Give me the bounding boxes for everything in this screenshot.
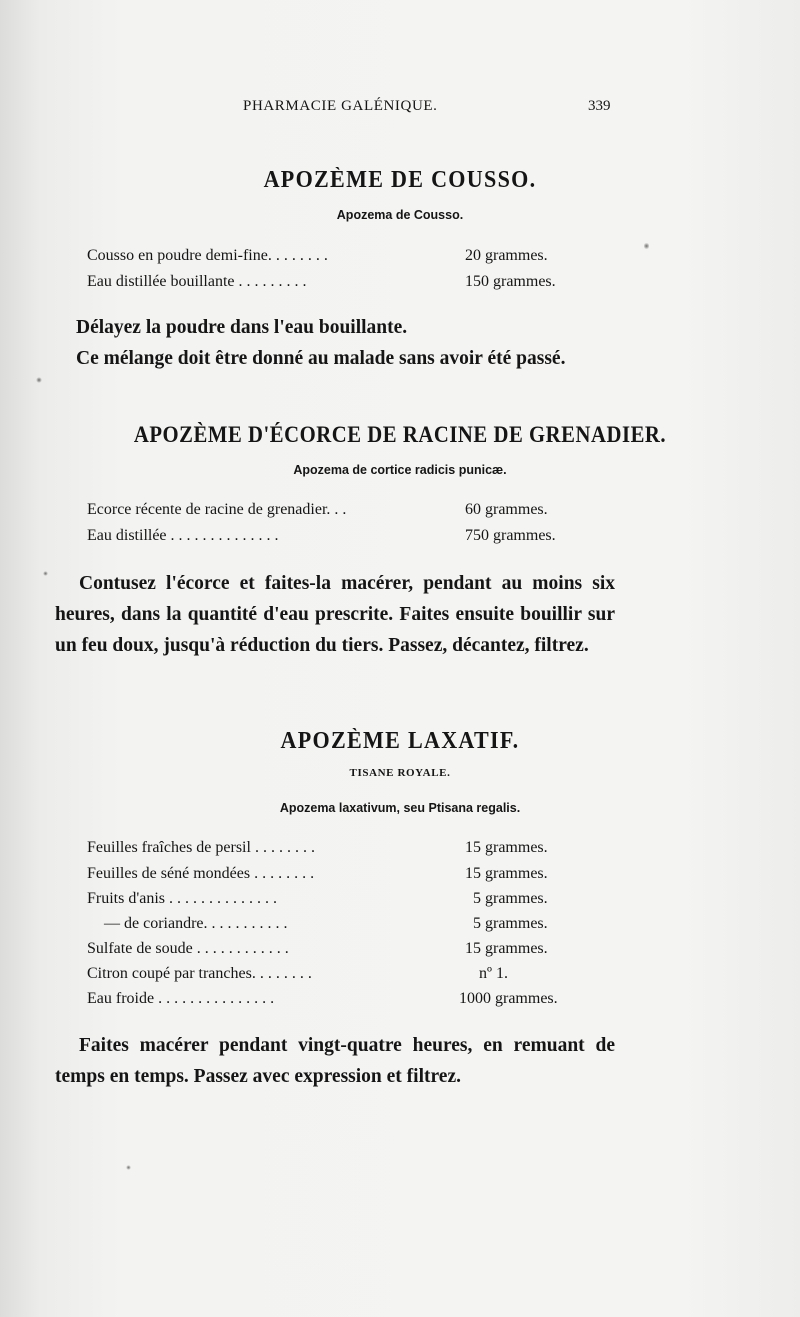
paragraph-text: Faites macérer pendant vingt-quatre heures, en remuant de temps en temps. Passez avec expression et filtrez.	[55, 1035, 615, 1087]
ingredient-qty: 20 grammes.	[465, 247, 548, 264]
section-latin-laxatif: Apozema laxativum, seu Ptisana regalis.	[279, 801, 521, 815]
section-latin-grenadier: Apozema de cortice radicis punicæ.	[293, 463, 507, 477]
page-number: 339	[588, 98, 611, 114]
ingredient-name: Fruits d'anis . . . . . . . . . . . . . .	[87, 890, 277, 907]
print-speck	[43, 571, 48, 576]
section-latin-cousso: Apozema de Cousso.	[336, 208, 464, 222]
print-speck	[126, 1165, 131, 1170]
ingredient-name: Eau distillée . . . . . . . . . . . . . .	[87, 527, 279, 544]
ingredient-name: Eau distillée bouillante . . . . . . . . .	[87, 273, 307, 290]
section-title-cousso: APOZÈME DE COUSSO.	[263, 167, 537, 193]
ingredient-name: Cousso en poudre demi-fine. . . . . . . .	[87, 247, 328, 264]
ingredient-row	[87, 964, 587, 984]
ingredient-row	[87, 864, 587, 884]
section-subtitle-tisane: TISANE ROYALE.	[349, 767, 451, 779]
ingredient-name: Feuilles fraîches de persil . . . . . . . .	[87, 839, 315, 856]
instruction-paragraph	[55, 1030, 615, 1092]
ingredient-qty: 5 grammes.	[473, 890, 548, 907]
ingredient-qty: nº 1.	[479, 965, 508, 982]
instruction-paragraph: Ce mélange doit être donné au malade sans avoir été passé.	[76, 348, 566, 369]
running-title: PHARMACIE GALÉNIQUE.	[243, 98, 438, 114]
print-speck	[644, 242, 649, 250]
ingredient-row	[87, 246, 587, 266]
ingredient-row	[87, 500, 587, 520]
ingredient-qty: 15 grammes.	[465, 865, 548, 882]
section-title-grenadier: APOZÈME D'ÉCORCE DE RACINE DE GRENADIER.	[133, 422, 667, 447]
ingredient-name: Citron coupé par tranches. . . . . . . .	[87, 965, 312, 982]
ingredient-qty: 15 grammes.	[465, 940, 548, 957]
ingredient-name: Sulfate de soude . . . . . . . . . . . .	[87, 940, 289, 957]
ingredient-qty: 750 grammes.	[465, 527, 556, 544]
instruction-paragraph: Délayez la poudre dans l'eau bouillante.	[76, 317, 408, 338]
paragraph-text: Contusez l'écorce et faites-la macérer, pendant au moins six heures, dans la quantité d'eau prescrite. Faites ensuite bouillir sur un feu doux, jusqu'à réduction du tiers. Passez, décantez, filtrez.	[55, 573, 615, 656]
ingredient-name: Eau froide . . . . . . . . . . . . . . .	[87, 990, 275, 1007]
ingredient-row	[87, 939, 587, 959]
ingredient-name: — de coriandre. . . . . . . . . . .	[104, 915, 288, 932]
section-title-laxatif: APOZÈME LAXATIF.	[280, 728, 520, 754]
ingredient-row	[87, 526, 587, 546]
ingredient-qty: 15 grammes.	[465, 839, 548, 856]
instruction-paragraph	[55, 568, 615, 661]
ingredient-row	[87, 889, 587, 909]
ingredient-row	[87, 914, 587, 934]
ingredient-qty: 60 grammes.	[465, 501, 548, 518]
ingredient-qty: 5 grammes.	[473, 915, 548, 932]
ingredient-qty: 150 grammes.	[465, 273, 556, 290]
ingredient-name: Feuilles de séné mondées . . . . . . . .	[87, 865, 315, 882]
ingredient-name: Ecorce récente de racine de grenadier. . .	[87, 501, 347, 518]
ingredient-row	[87, 272, 587, 292]
ingredient-row	[87, 989, 587, 1009]
print-speck	[36, 377, 42, 383]
ingredient-qty: 1000 grammes.	[459, 990, 558, 1007]
ingredient-row	[87, 838, 587, 858]
